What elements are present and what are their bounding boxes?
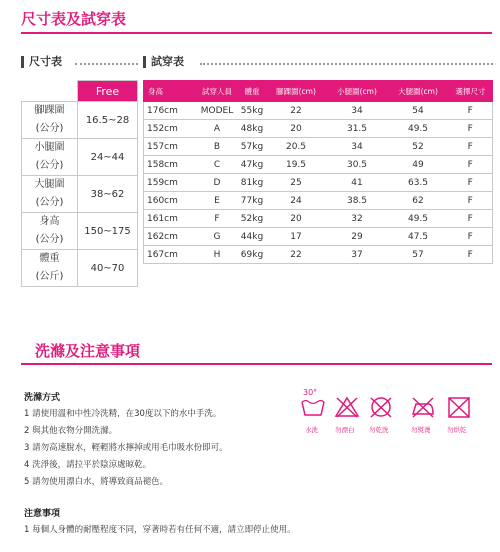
try-on-cell: 47.5 (388, 228, 449, 246)
size-section-rule (21, 32, 492, 34)
try-on-header: 腳踝圍(cm) (266, 81, 327, 102)
size-row-unit: (公分) (22, 231, 78, 250)
try-on-cell: F (449, 246, 493, 264)
try-on-cell: 25 (266, 174, 327, 192)
try-on-cell: F (449, 174, 493, 192)
care-icon-label: 勿乾洗 (369, 426, 389, 434)
size-chart-dots (75, 63, 138, 65)
try-on-cell: 52 (388, 138, 449, 156)
wash-temp-label: 30° (303, 388, 318, 397)
try-on-cell: 162cm (144, 228, 196, 246)
washing-line: 3 請勿高速脫水，輕輕將水擰掉或用毛巾吸水份即可。 (24, 443, 228, 453)
try-on-header: 身高 (144, 81, 196, 102)
try-on-cell: 176cm (144, 102, 196, 120)
try-on-cell: 49 (388, 156, 449, 174)
try-on-row (144, 156, 493, 174)
washing-heading: 洗滌方式 (24, 393, 61, 403)
try-on-row (144, 192, 493, 210)
try-on-row (144, 138, 493, 156)
try-on-cell: 48kg (239, 120, 266, 138)
size-row-value: 16.5~28 (78, 102, 138, 139)
try-on-cell: F (449, 228, 493, 246)
try-on-row (144, 228, 493, 246)
size-row-unit: (公分) (22, 194, 78, 213)
washing-line: 1 請使用溫和中性冷洗精，在30度以下的水中手洗。 (24, 409, 222, 419)
try-on-cell: H (196, 246, 239, 264)
try-on-cell: 34 (327, 102, 388, 120)
size-row-label: 小腿圍 (22, 139, 78, 158)
try-on-header: 小腿圍(cm) (327, 81, 388, 102)
try-on-cell: 38.5 (327, 192, 388, 210)
washing-line: 2 與其他衣物分開洗滌。 (24, 426, 118, 436)
try-on-cell: 63.5 (388, 174, 449, 192)
size-row-label: 腳踝圍 (22, 102, 78, 121)
try-on-cell: 161cm (144, 210, 196, 228)
try-on-row (144, 174, 493, 192)
size-row-label: 身高 (22, 213, 78, 232)
try-on-cell: D (196, 174, 239, 192)
try-on-cell: 30.5 (327, 156, 388, 174)
care-icon-label: 勿漂白 (335, 426, 355, 434)
size-chart-table (21, 80, 138, 287)
try-on-cell: F (449, 156, 493, 174)
try-on-row (144, 246, 493, 264)
try-on-cell: E (196, 192, 239, 210)
try-on-cell: 62 (388, 192, 449, 210)
try-on-cell: 55kg (239, 102, 266, 120)
try-on-cell: 44kg (239, 228, 266, 246)
try-on-cell: 167cm (144, 246, 196, 264)
try-on-row (144, 210, 493, 228)
size-row-unit: (公斤) (22, 268, 78, 287)
try-on-row (144, 102, 493, 120)
try-on-cell: F (449, 102, 493, 120)
try-on-cell: 49.5 (388, 120, 449, 138)
try-on-cell: 160cm (144, 192, 196, 210)
try-on-cell: 57 (388, 246, 449, 264)
size-chart-header: Free (78, 81, 138, 102)
try-on-cell: 157cm (144, 138, 196, 156)
try-on-cell: F (449, 138, 493, 156)
care-icon-label: 勿熨燙 (411, 426, 431, 434)
try-on-cell: 17 (266, 228, 327, 246)
try-on-table (143, 80, 493, 264)
size-row-value: 150~175 (78, 213, 138, 250)
try-on-cell: F (449, 120, 493, 138)
try-on-header: 試穿人員 (196, 81, 239, 102)
try-on-cell: 19.5 (266, 156, 327, 174)
try-on-cell: 20 (266, 120, 327, 138)
washing-line: 5 請勿使用漂白水，將導致商品褪色。 (24, 477, 169, 487)
size-row-label: 大腿圍 (22, 176, 78, 195)
try-on-cell: 20.5 (266, 138, 327, 156)
try-on-cell: 20 (266, 210, 327, 228)
try-on-cell: G (196, 228, 239, 246)
size-row-unit: (公分) (22, 157, 78, 176)
size-chart-corner (22, 81, 78, 102)
try-on-cell: 32 (327, 210, 388, 228)
no-bleach-icon (334, 396, 360, 418)
try-on-cell: F (196, 210, 239, 228)
size-row-unit: (公分) (22, 120, 78, 139)
notice-heading: 注意事項 (24, 509, 61, 519)
size-row-label: 體重 (22, 250, 78, 269)
care-icon-label: 水洗 (305, 426, 318, 434)
try-on-cell: 159cm (144, 174, 196, 192)
try-on-cell: C (196, 156, 239, 174)
try-on-cell: B (196, 138, 239, 156)
no-dry-icon (446, 396, 472, 418)
care-section-title: 洗滌及注意事項 (35, 342, 141, 360)
size-row-value: 38~62 (78, 176, 138, 213)
care-icon-label: 勿烘乾 (447, 426, 467, 434)
size-row-value: 40~70 (78, 250, 138, 287)
washing-line: 4 洗淨後，請拉平於陰涼處晾乾。 (24, 460, 152, 470)
try-on-cell: MODEL (196, 102, 239, 120)
try-on-cell: F (449, 210, 493, 228)
try-on-cell: 47kg (239, 156, 266, 174)
no-tumble-dry-icon (368, 396, 394, 418)
try-on-cell: 22 (266, 246, 327, 264)
try-on-cell: 57kg (239, 138, 266, 156)
try-on-title: 試穿表 (143, 56, 184, 68)
try-on-cell: 31.5 (327, 120, 388, 138)
try-on-cell: 77kg (239, 192, 266, 210)
size-chart-title: 尺寸表 (21, 56, 62, 68)
try-on-cell: 29 (327, 228, 388, 246)
size-section-title: 尺寸表及試穿表 (21, 10, 127, 28)
notice-line: 1 每個人身體的耐壓程度不同，穿著時若有任何不適，請立即停止使用。 (24, 525, 296, 535)
size-row-value: 24~44 (78, 139, 138, 176)
try-on-cell: F (449, 192, 493, 210)
try-on-cell: 54 (388, 102, 449, 120)
try-on-cell: 158cm (144, 156, 196, 174)
try-on-header: 選擇尺寸 (449, 81, 493, 102)
try-on-dots (200, 63, 493, 65)
try-on-cell: 37 (327, 246, 388, 264)
try-on-cell: 69kg (239, 246, 266, 264)
try-on-cell: 152cm (144, 120, 196, 138)
try-on-cell: 49.5 (388, 210, 449, 228)
try-on-cell: A (196, 120, 239, 138)
try-on-header: 大腿圍(cm) (388, 81, 449, 102)
try-on-header: 體重 (239, 81, 266, 102)
no-iron-icon (410, 396, 436, 418)
try-on-cell: 41 (327, 174, 388, 192)
try-on-cell: 81kg (239, 174, 266, 192)
try-on-row (144, 120, 493, 138)
try-on-cell: 34 (327, 138, 388, 156)
try-on-cell: 22 (266, 102, 327, 120)
hand-wash-30-icon (300, 396, 326, 418)
try-on-cell: 24 (266, 192, 327, 210)
try-on-cell: 52kg (239, 210, 266, 228)
care-section-rule (21, 363, 492, 365)
